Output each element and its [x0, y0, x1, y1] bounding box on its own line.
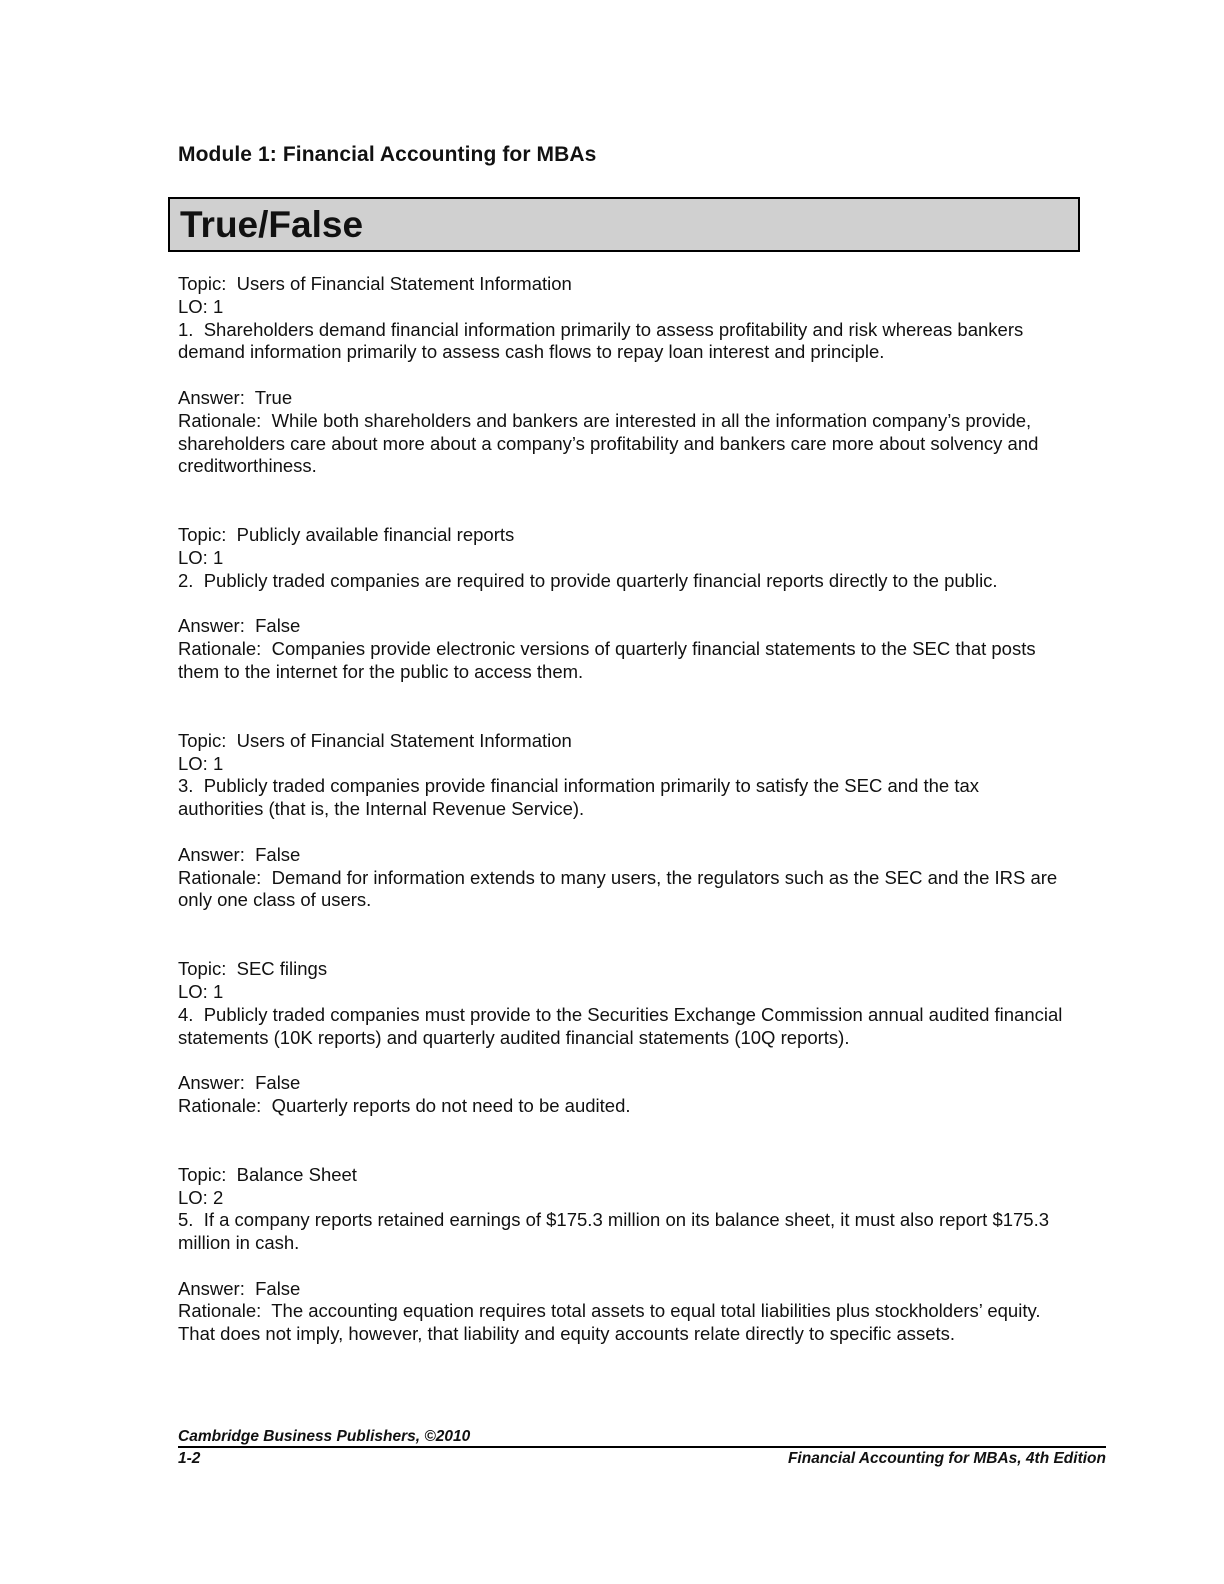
question-answer: Answer: False — [178, 843, 301, 865]
section-header-box — [168, 197, 1080, 252]
question-item — [178, 730, 1068, 912]
footer-book-title: Financial Accounting for MBAs, 4th Edition — [787, 1450, 1106, 1467]
question-lo: LO: 1 — [178, 980, 224, 1002]
question-lo: LO: 1 — [178, 752, 224, 774]
question-rationale: Rationale: While both shareholders and bankers are interested in all the information company’s provide, shareholders care about more about a company’s profitability and bankers care more about solvency and creditworthiness. — [178, 409, 1044, 477]
question-rationale: Rationale: The accounting equation requires total assets to equal total liabilities plus stockholders’ equity. That does not imply, however, that liability and equity accounts relate directly to specific assets. — [178, 1300, 1046, 1345]
question-rationale: Rationale: Demand for information extends to many users, the regulators such as the SEC and the IRS are only one class of users. — [178, 866, 1063, 911]
question-item — [178, 1164, 1068, 1346]
question-item — [178, 273, 1068, 478]
question-topic: Topic: Users of Financial Statement Information — [178, 273, 572, 294]
question-answer: Answer: True — [178, 386, 293, 408]
answer-block — [178, 615, 1068, 683]
section-title: True/False — [180, 204, 364, 245]
question-text: 4. Publicly traded companies must provide to the Securities Exchange Commission annual audited financial statements (10K reports) and quarterly audited financial statements (10Q reports). — [178, 1003, 1068, 1048]
question-topic: Topic: SEC filings — [178, 958, 328, 980]
question-topic: Topic: Users of Financial Statement Information — [178, 729, 572, 751]
page-footer — [178, 1427, 1106, 1470]
question-lo: LO: 1 — [178, 546, 224, 568]
answer-block — [178, 844, 1068, 912]
answer-block — [178, 1072, 1068, 1118]
question-item — [178, 524, 1068, 684]
answer-block — [178, 387, 1068, 478]
footer-publisher: Cambridge Business Publishers, ©2010 — [178, 1428, 471, 1445]
question-item — [178, 958, 1068, 1118]
question-answer: Answer: False — [178, 1072, 301, 1094]
question-topic: Topic: Balance Sheet — [178, 1163, 357, 1185]
question-lo: LO: 2 — [178, 1186, 224, 1208]
question-text: 5. If a company reports retained earnings of $175.3 million on its balance sheet, it must also report $175.3 million in cash. — [178, 1209, 1055, 1254]
question-rationale: Rationale: Companies provide electronic versions of quarterly financial statements to the SEC that posts them to the internet for the public to access them. — [178, 638, 1041, 682]
question-list — [178, 273, 1068, 1346]
module-title: Module 1: Financial Accounting for MBAs — [178, 143, 597, 166]
question-rationale: Rationale: Quarterly reports do not need to be audited. — [178, 1094, 631, 1116]
question-text: 3. Publicly traded companies provide financial information primarily to satisfy the SEC and the tax authorities (that is, the Internal Revenue Service). — [178, 775, 985, 820]
answer-block — [178, 1278, 1068, 1346]
question-lo: LO: 1 — [178, 295, 224, 317]
question-text: 1. Shareholders demand financial information primarily to assess profitability and risk whereas bankers demand information primarily to assess cash flows to repay loan interest and principle. — [178, 318, 1029, 363]
question-topic: Topic: Publicly available financial reports — [178, 524, 515, 546]
question-text: 2. Publicly traded companies are required to provide quarterly financial reports directly to the public. — [178, 569, 998, 591]
footer-row — [178, 1448, 1106, 1470]
footer-page-number: 1-2 — [178, 1450, 201, 1467]
question-answer: Answer: False — [178, 615, 301, 637]
question-answer: Answer: False — [178, 1277, 301, 1299]
